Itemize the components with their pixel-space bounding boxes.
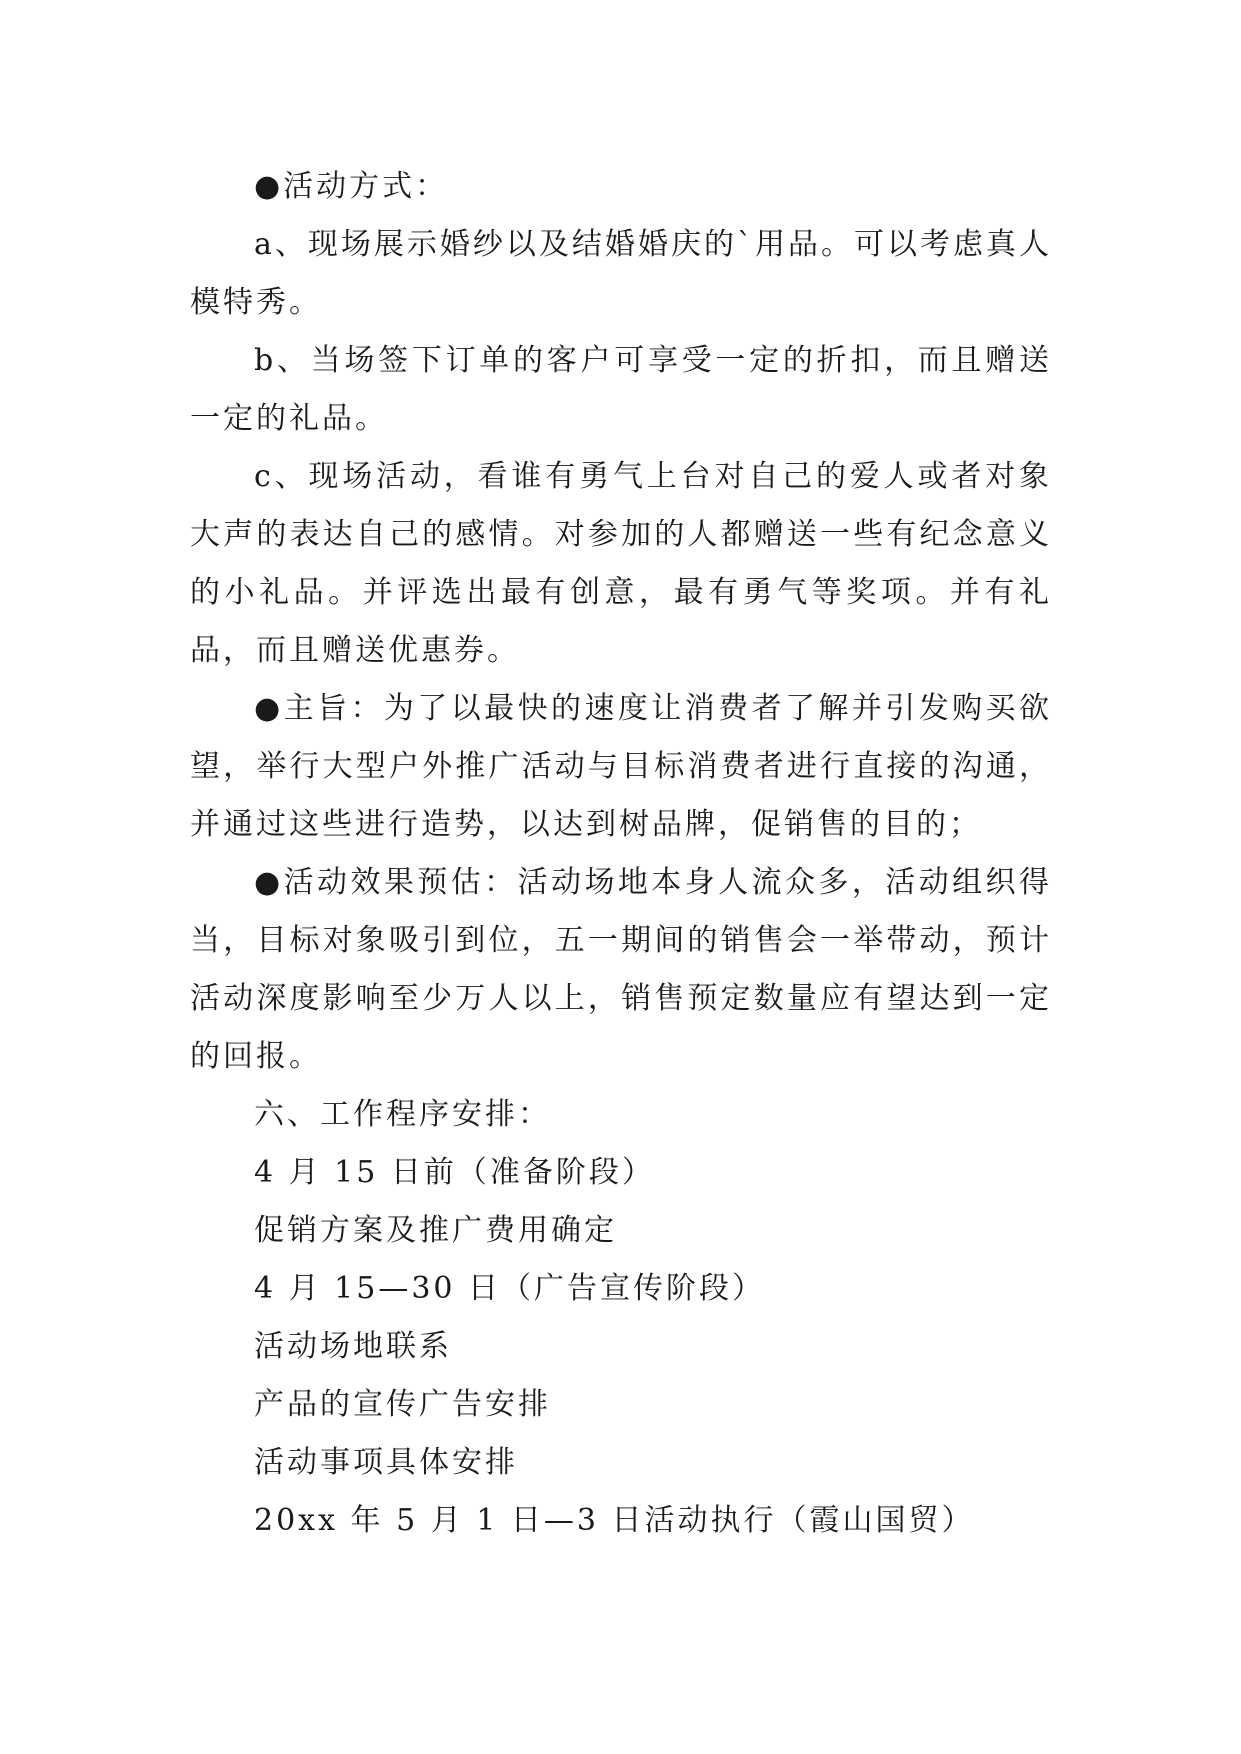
- schedule-line: 活动事项具体安排: [254, 1445, 518, 1480]
- effect-estimate-paragraph: ●活动效果预估：活动场地本身人流众多，活动组织得当，目标对象吸引到位，五一期间的销售会一举带动，预计活动深度影响至少万人以上，销售预定数量应有望达到一定的回报。: [190, 865, 1052, 1074]
- schedule-line: 4 月 15 日前（准备阶段）: [254, 1155, 655, 1190]
- activity-item-b: b、当场签下订单的客户可享受一定的折扣，而且赠送一定的礼品。: [190, 343, 1052, 436]
- activity-method-heading: ●活动方式：: [254, 169, 449, 204]
- document-body: [190, 158, 1052, 1550]
- purpose-paragraph: ●主旨：为了以最快的速度让消费者了解并引发购买欲望，举行大型户外推广活动与目标消费者进行直接的沟通，并通过这些进行造势，以达到树品牌，促销售的目的；: [190, 691, 1052, 842]
- schedule-line: 促销方案及推广费用确定: [254, 1213, 617, 1248]
- activity-item-c: c、现场活动，看谁有勇气上台对自己的爱人或者对象大声的表达自己的感情。对参加的人都赠送一些有纪念意义的小礼品。并评选出最有创意，最有勇气等奖项。并有礼品，而且赠送优惠券。: [190, 459, 1052, 668]
- schedule-line: 20xx 年 5 月 1 日—3 日活动执行（霞山国贸）: [254, 1503, 975, 1538]
- activity-item-a: a、现场展示婚纱以及结婚婚庆的`用品。可以考虑真人模特秀。: [190, 227, 1052, 320]
- schedule-line: 活动场地联系: [254, 1329, 452, 1364]
- schedule-heading: 六、工作程序安排：: [254, 1097, 551, 1132]
- schedule-line: 4 月 15—30 日（广告宣传阶段）: [254, 1271, 766, 1306]
- schedule-line: 产品的宣传广告安排: [254, 1387, 551, 1422]
